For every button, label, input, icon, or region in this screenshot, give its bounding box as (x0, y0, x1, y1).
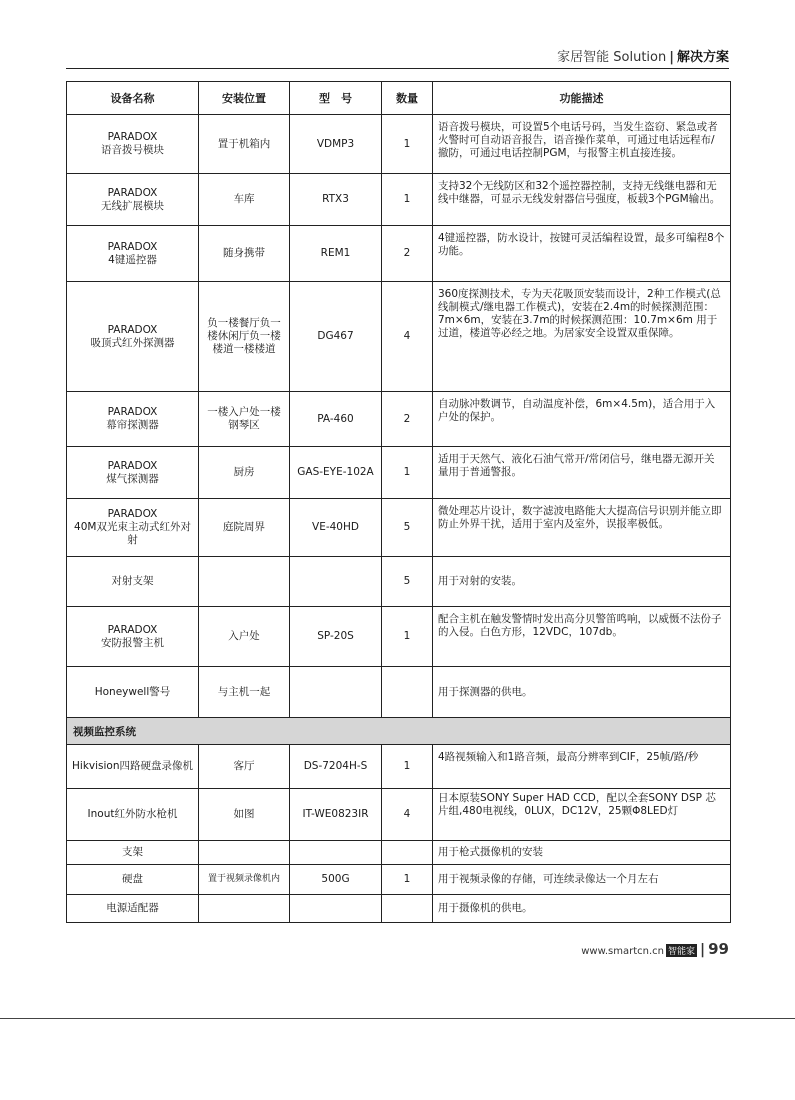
cell-qty: 1 (382, 607, 433, 667)
col-header-desc: 功能描述 (433, 82, 731, 115)
cell-location: 庭院周界 (199, 499, 290, 557)
cell-qty (382, 667, 433, 718)
cell-model: GAS-EYE-102A (290, 447, 382, 499)
cell-qty: 2 (382, 226, 433, 282)
cell-model: PA-460 (290, 392, 382, 447)
section-label: 视频监控系统 (67, 718, 731, 745)
cell-name: 支架 (67, 841, 199, 865)
cell-model (290, 895, 382, 923)
footer-logo: 智能家 (666, 944, 697, 957)
cell-location (199, 895, 290, 923)
table-row (67, 789, 731, 841)
cell-location: 随身携带 (199, 226, 290, 282)
cell-desc: 用于探测器的供电。 (433, 667, 731, 718)
cell-model: IT-WE0823IR (290, 789, 382, 841)
page-number: 99 (708, 940, 729, 958)
cell-model: RTX3 (290, 174, 382, 226)
col-header-model: 型 号 (290, 82, 382, 115)
table-row (67, 895, 731, 923)
cell-location: 与主机一起 (199, 667, 290, 718)
cell-model: SP-20S (290, 607, 382, 667)
cell-qty (382, 841, 433, 865)
cell-name: 硬盘 (67, 865, 199, 895)
table-row (67, 865, 731, 895)
table-row (67, 607, 731, 667)
cell-desc: 用于摄像机的供电。 (433, 895, 731, 923)
cell-name: PARADOX 安防报警主机 (67, 607, 199, 667)
cell-model: 500G (290, 865, 382, 895)
table-row (67, 115, 731, 174)
col-header-qty: 数量 (382, 82, 433, 115)
cell-model: REM1 (290, 226, 382, 282)
cell-name: PARADOX 40M双光束主动式红外对射 (67, 499, 199, 557)
cell-model (290, 557, 382, 607)
section-header-row (67, 718, 731, 745)
cell-desc: 支持32个无线防区和32个遥控器控制，支持无线继电器和无线中继器，可显示无线发射器信号强度，板载3个PGM输出。 (433, 174, 731, 226)
table-row (67, 557, 731, 607)
cell-name: PARADOX 吸顶式红外探测器 (67, 282, 199, 392)
cell-qty (382, 895, 433, 923)
cell-desc: 配合主机在触发警情时发出高分贝警笛鸣响，以威慑不法份子的入侵。白色方形，12VDC，107db。 (433, 607, 731, 667)
cell-name: 对射支架 (67, 557, 199, 607)
cell-name: Honeywell警号 (67, 667, 199, 718)
table-row (67, 667, 731, 718)
col-header-location: 安装位置 (199, 82, 290, 115)
cell-name: PARADOX 无线扩展模块 (67, 174, 199, 226)
cell-qty: 5 (382, 499, 433, 557)
cell-name: PARADOX 煤气探测器 (67, 447, 199, 499)
cell-location (199, 557, 290, 607)
cell-qty: 2 (382, 392, 433, 447)
cell-name: 电源适配器 (67, 895, 199, 923)
table-row (67, 841, 731, 865)
cell-location: 置于视频录像机内 (199, 865, 290, 895)
cell-location: 负一楼餐厅负一楼休闲厅负一楼楼道一楼楼道 (199, 282, 290, 392)
cell-desc: 4路视频输入和1路音频，最高分辨率到CIF，25帧/路/秒 (433, 745, 731, 789)
cell-location: 车库 (199, 174, 290, 226)
magazine-title: 家居智能 Solution (557, 50, 667, 65)
table-header-row (67, 82, 731, 115)
cell-name: PARADOX 幕帘探测器 (67, 392, 199, 447)
cell-model: DS-7204H-S (290, 745, 382, 789)
cell-desc: 用于对射的安装。 (433, 557, 731, 607)
cell-name: PARADOX 语音拨号模块 (67, 115, 199, 174)
cell-qty: 1 (382, 865, 433, 895)
table-row (67, 282, 731, 392)
table-row (67, 392, 731, 447)
cell-model: DG467 (290, 282, 382, 392)
cell-qty: 1 (382, 174, 433, 226)
cell-location: 厨房 (199, 447, 290, 499)
cell-qty: 5 (382, 557, 433, 607)
page-footer (581, 940, 729, 958)
cell-desc: 语音拨号模块，可设置5个电话号码，当发生盗窃、紧急或者火警时可自动语音报告，语音操作菜单，可通过电话远程布/撤防，可通过电话控制PGM，与报警主机直接连接。 (433, 115, 731, 174)
table-row (67, 174, 731, 226)
table-row (67, 745, 731, 789)
footer-url: www.smartcn.cn (581, 946, 664, 957)
cell-model: VDMP3 (290, 115, 382, 174)
cell-qty: 1 (382, 745, 433, 789)
cell-desc: 用于枪式摄像机的安装 (433, 841, 731, 865)
footer-separator: | (700, 942, 706, 958)
header-rule (66, 68, 729, 69)
cell-qty: 4 (382, 282, 433, 392)
cell-name: Hikvision四路硬盘录像机 (67, 745, 199, 789)
cell-desc: 360度探测技术，专为天花吸顶安装而设计，2种工作模式(总线制模式/继电器工作模式)，安装在2.4m的时候探测范围：7m×6m，安装在3.7m的时候探测范围：10.7m×6m 用于过道，楼道等必经之地。为居家安全设置双重保障。 (433, 282, 731, 392)
cell-desc: 日本原装SONY Super HAD CCD，配以全套SONY DSP 芯片组,480电视线，0LUX，DC12V，25颗Φ8LED灯 (433, 789, 731, 841)
page-header (557, 46, 729, 65)
cell-location: 客厅 (199, 745, 290, 789)
cell-qty: 4 (382, 789, 433, 841)
cell-qty: 1 (382, 115, 433, 174)
cell-name: Inout红外防水枪机 (67, 789, 199, 841)
cell-location: 如图 (199, 789, 290, 841)
cell-location: 一楼入户处一楼钢琴区 (199, 392, 290, 447)
table-row (67, 499, 731, 557)
equipment-table (66, 81, 731, 923)
cell-location (199, 841, 290, 865)
cell-model: VE-40HD (290, 499, 382, 557)
cell-model (290, 667, 382, 718)
cell-name: PARADOX 4键遥控器 (67, 226, 199, 282)
cell-location: 入户处 (199, 607, 290, 667)
cell-desc: 用于视频录像的存储，可连续录像达一个月左右 (433, 865, 731, 895)
cell-desc: 适用于天然气、液化石油气常开/常闭信号，继电器无源开关量用于普通警报。 (433, 447, 731, 499)
cell-desc: 自动脉冲数调节，自动温度补偿，6m×4.5m)，适合用于入户处的保护。 (433, 392, 731, 447)
col-header-name: 设备名称 (67, 82, 199, 115)
table-row (67, 226, 731, 282)
cell-desc: 4键遥控器，防水设计，按键可灵活编程设置，最多可编程8个功能。 (433, 226, 731, 282)
table-row (67, 447, 731, 499)
cell-location: 置于机箱内 (199, 115, 290, 174)
header-separator: | (669, 50, 674, 65)
page-bottom-rule (0, 1018, 795, 1019)
cell-model (290, 841, 382, 865)
section-name: 解决方案 (676, 50, 729, 65)
cell-qty: 1 (382, 447, 433, 499)
cell-desc: 微处理芯片设计，数字滤波电路能大大提高信号识别并能立即防止外界干扰，适用于室内及室外，误报率极低。 (433, 499, 731, 557)
